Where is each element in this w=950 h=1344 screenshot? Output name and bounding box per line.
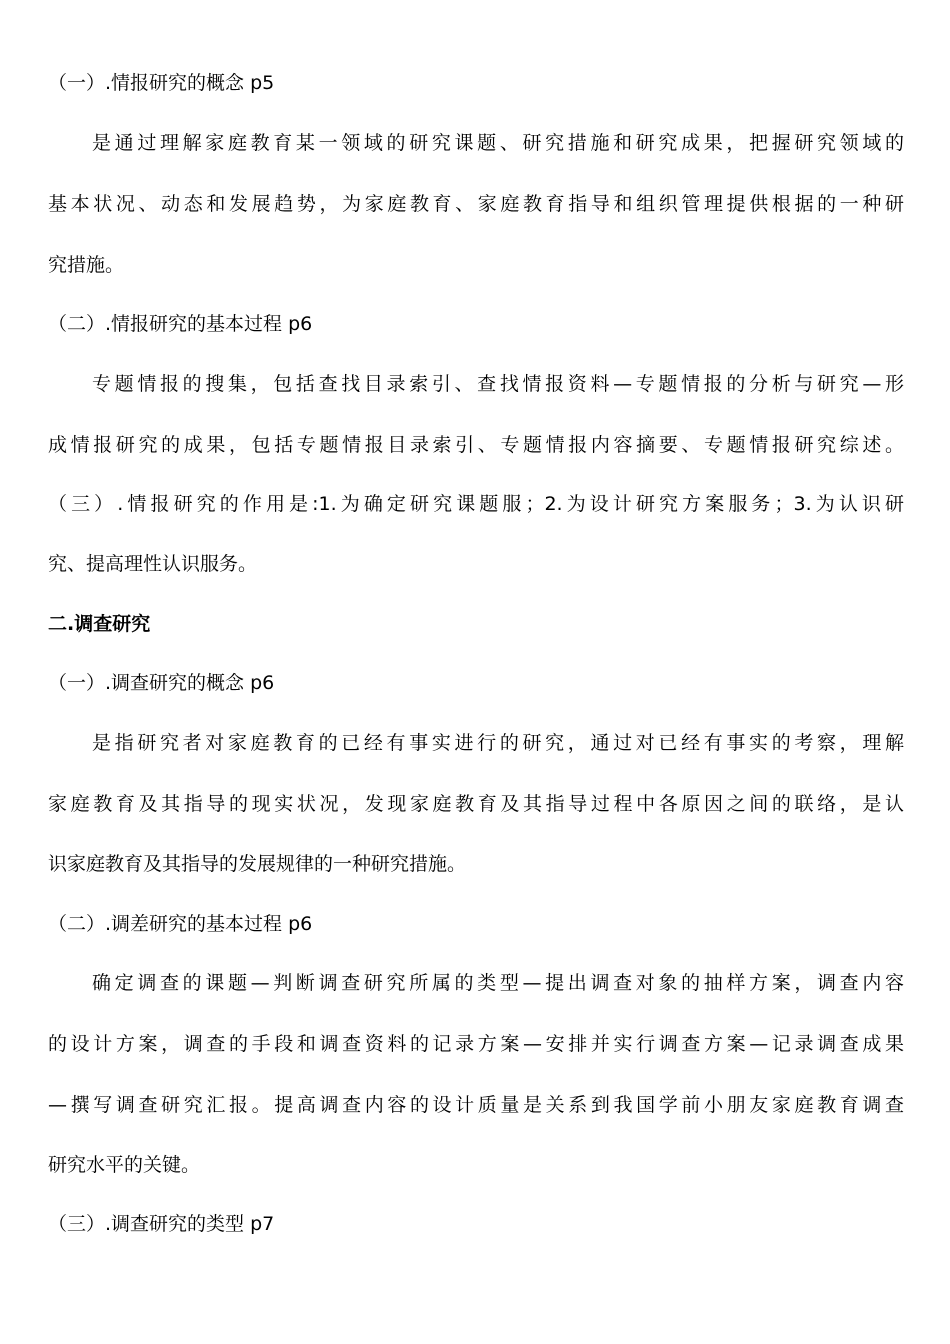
paragraph-line: 的设计方案，调查的手段和调查资料的记录方案—安排并实行调查方案—记录调查成果 [48, 1033, 904, 1055]
paragraph-line: 究、提高理性认识服务。 [48, 553, 258, 575]
subheading-intelligence-process: （二）.情报研究的基本过程 p6 [48, 313, 313, 335]
section-heading-survey-research: 二.调查研究 [48, 613, 151, 635]
paragraph-line: —撰写调查研究汇报。提高调查内容的设计质量是关系到我国学前小朋友家庭教育调查 [48, 1094, 904, 1116]
subheading-survey-process: （二）.调差研究的基本过程 p6 [48, 913, 313, 935]
paragraph-line: 基本状况、动态和发展趋势，为家庭教育、家庭教育指导和组织管理提供根据的一种研 [48, 193, 904, 215]
subheading-survey-types: （三）.调查研究的类型 p7 [48, 1213, 275, 1235]
subheading-survey-concept: （一）.调查研究的概念 p6 [48, 672, 275, 694]
subheading-intelligence-role: （三）.情报研究的作用是:1.为确定研究课题服；2.为设计研究方案服务；3.为认识研 [48, 493, 904, 515]
paragraph-line: 识家庭教育及其指导的发展规律的一种研究措施。 [48, 853, 467, 875]
paragraph-line: 家庭教育及其指导的现实状况，发现家庭教育及其指导过程中各原因之间的联络，是认 [48, 793, 904, 815]
paragraph-line: 确定调查的课题—判断调查研究所属的类型—提出调查对象的抽样方案，调查内容 [92, 972, 904, 994]
subheading-intelligence-concept: （一）.情报研究的概念 p5 [48, 72, 275, 94]
paragraph-line: 研究水平的关键。 [48, 1154, 201, 1176]
paragraph-line: 是指研究者对家庭教育的已经有事实进行的研究，通过对已经有事实的考察，理解 [92, 732, 904, 754]
paragraph-line: 专题情报的搜集，包括查找目录索引、查找情报资料—专题情报的分析与研究—形 [92, 373, 904, 395]
paragraph-line: 究措施。 [48, 254, 125, 276]
paragraph-line: 是通过理解家庭教育某一领域的研究课题、研究措施和研究成果，把握研究领域的 [92, 132, 904, 154]
paragraph-line: 成情报研究的成果，包括专题情报目录索引、专题情报内容摘要、专题情报研究综述。 [48, 434, 904, 456]
